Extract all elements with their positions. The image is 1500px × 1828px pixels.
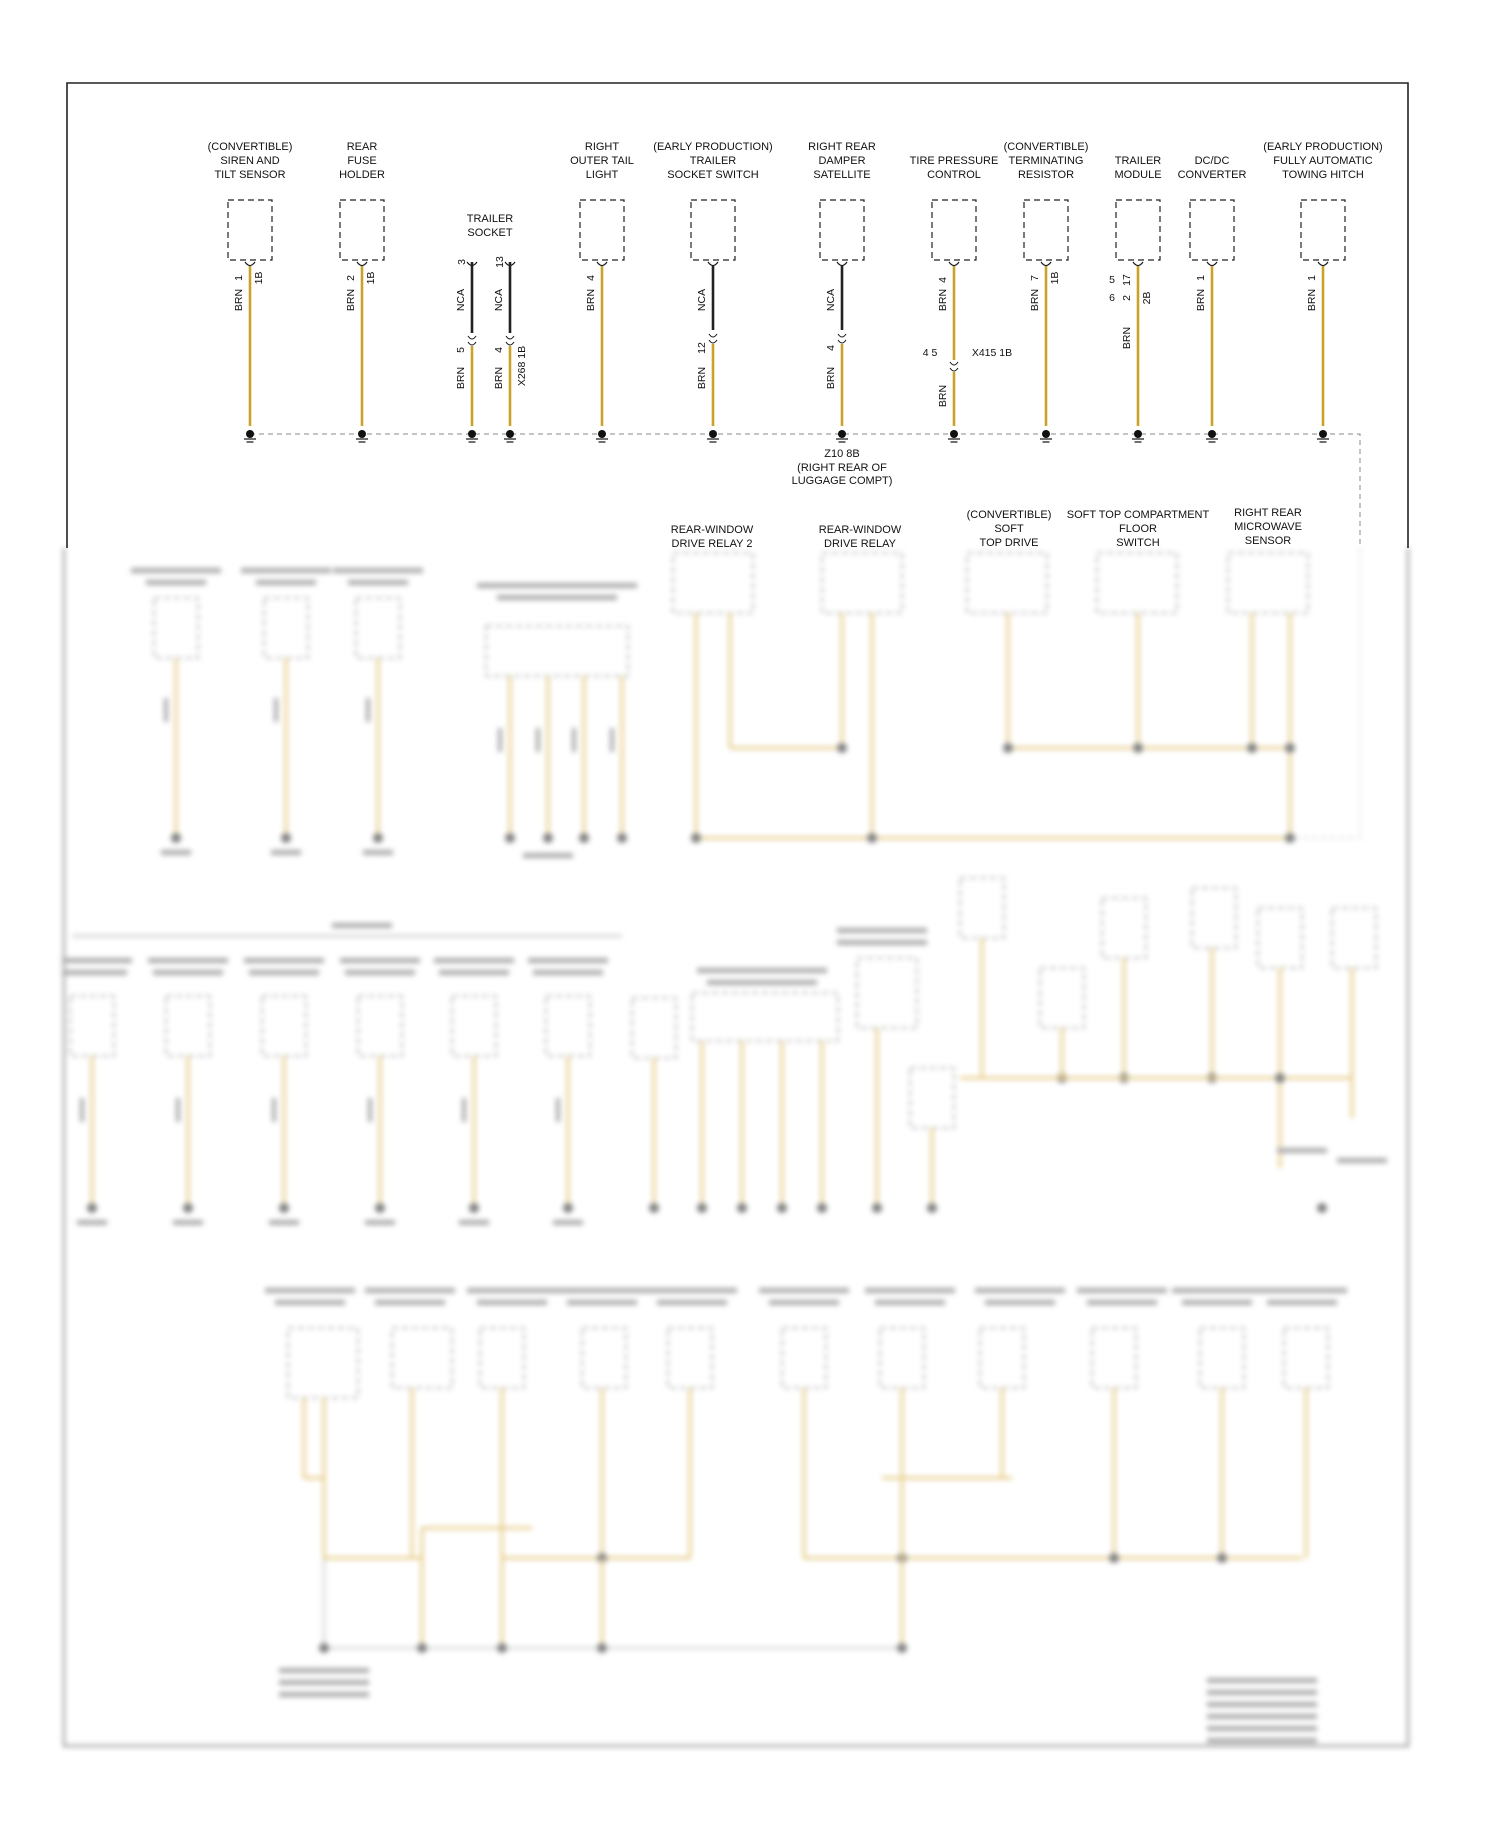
blurred-text	[241, 568, 331, 573]
pin-arc	[1133, 262, 1143, 266]
blurred-text	[536, 728, 540, 752]
blurred-text	[345, 970, 415, 975]
component-box	[1116, 200, 1160, 260]
softtop-label-3: TOP DRIVE	[979, 537, 1039, 549]
blurred-text	[348, 580, 408, 585]
blurred-text	[1207, 1702, 1317, 1707]
label-text: 1B	[1049, 271, 1061, 285]
blurred-bus	[1290, 548, 1360, 838]
blurred-box	[692, 993, 838, 1041]
label-text: NCA	[493, 288, 505, 312]
component-box	[691, 200, 735, 260]
label-text: LIGHT	[585, 169, 619, 181]
ground-node	[950, 430, 958, 438]
blurred-text	[1337, 1158, 1387, 1163]
label-text: 1	[1195, 275, 1207, 281]
floorswitch-label-2: FLOOR	[1119, 523, 1157, 535]
blurred-text	[533, 970, 603, 975]
blurred-node	[777, 1203, 787, 1213]
label-text: BRN	[825, 366, 837, 390]
blurred-node	[497, 1643, 507, 1653]
side-pin: 5	[1109, 274, 1115, 286]
label-text: 2B	[1141, 291, 1153, 305]
blurred-box	[1228, 553, 1308, 613]
blurred-box	[1097, 553, 1177, 613]
label-text: OUTER TAIL	[570, 155, 634, 167]
blurred-node	[87, 1203, 97, 1213]
blurred-text	[1257, 1288, 1347, 1293]
pin-arc	[1041, 262, 1051, 266]
blurred-text	[340, 958, 420, 963]
ground-node	[709, 430, 717, 438]
blurred-text	[256, 580, 316, 585]
blurred-node	[617, 833, 627, 843]
lower-component-labels	[671, 507, 1302, 550]
label-text: TRAILER	[689, 155, 737, 167]
blurred-text	[498, 728, 502, 752]
blurred-box	[486, 626, 628, 676]
label-text: 7	[1029, 275, 1041, 281]
blurred-box	[1284, 1328, 1328, 1388]
blurred-text	[1267, 1300, 1337, 1305]
ground-node	[598, 430, 606, 438]
blurred-node	[897, 1643, 907, 1653]
label-text: HOLDER	[339, 169, 385, 181]
label-text: SATELLITE	[813, 169, 871, 181]
blurred-node	[579, 833, 589, 843]
inline-connector	[468, 336, 476, 345]
blurred-text	[1087, 1300, 1157, 1305]
label-text: 2	[345, 275, 357, 281]
blurred-node	[1275, 1073, 1285, 1083]
blurred-box	[960, 878, 1004, 938]
blurred-text	[275, 1300, 345, 1305]
blurred-text	[523, 853, 573, 858]
blurred-text	[1207, 1678, 1317, 1683]
blurred-text	[769, 1300, 839, 1305]
label-text: TERMINATING	[1008, 155, 1084, 167]
label-text: NCA	[455, 288, 467, 312]
blurred-text	[161, 850, 191, 855]
blurred-box	[358, 996, 402, 1056]
blurred-text	[77, 1220, 107, 1225]
label-text: 13	[494, 256, 506, 268]
blurred-text	[62, 958, 132, 963]
blurred-text	[279, 1692, 369, 1697]
label-text: X268 1B	[516, 345, 528, 387]
blurred-text	[837, 940, 927, 945]
inline-connector	[950, 362, 958, 371]
blurred-text	[272, 1098, 276, 1122]
blurred-text	[131, 568, 221, 573]
blurred-text	[439, 970, 509, 975]
label-text: DAMPER	[818, 155, 866, 167]
blurred-text	[875, 1300, 945, 1305]
blurred-box	[822, 553, 902, 613]
blurred-text	[80, 1098, 84, 1122]
blurred-box	[452, 996, 496, 1056]
ground-label-3: LUGGAGE COMPT)	[791, 475, 893, 487]
label-text: 1B	[253, 271, 265, 285]
blurred-text	[62, 970, 127, 975]
ground-node	[838, 430, 846, 438]
blurred-text	[1207, 1690, 1317, 1695]
blurred-box	[782, 1328, 826, 1388]
blurred-node	[837, 743, 847, 753]
blurred-node	[737, 1203, 747, 1213]
blurred-text	[365, 1220, 395, 1225]
inline-connector-label: X415 1B	[971, 347, 1013, 359]
blurred-text	[462, 1098, 466, 1122]
label-text: 17	[1121, 274, 1133, 286]
blurred-text	[244, 958, 324, 963]
blurred-node	[649, 1203, 659, 1213]
blurred-text	[697, 968, 827, 973]
blurred-text	[271, 850, 301, 855]
blurred-text	[837, 928, 927, 933]
blurred-box	[1192, 888, 1236, 948]
blurred-node	[1109, 1553, 1119, 1563]
blurred-node	[1247, 743, 1257, 753]
blurred-text	[279, 1668, 369, 1673]
component-box	[1190, 200, 1234, 260]
ground-node	[358, 430, 366, 438]
blurred-text	[1207, 1726, 1317, 1731]
blurred-text	[363, 850, 393, 855]
label-text: DC/DC	[1194, 155, 1230, 167]
blurred-text	[572, 728, 576, 752]
label-text: 4	[937, 277, 949, 283]
blurred-text	[707, 980, 817, 985]
blurred-box	[166, 996, 210, 1056]
ground-node	[1042, 430, 1050, 438]
component-box	[580, 200, 624, 260]
blurred-text	[459, 1220, 489, 1225]
pin-arc	[357, 262, 367, 266]
upper-components	[208, 141, 1383, 442]
blurred-text	[265, 1288, 355, 1293]
blurred-node	[1317, 1203, 1327, 1213]
blurred-node	[469, 1203, 479, 1213]
ground-label-1: Z10 8B	[824, 448, 860, 460]
blurred-text	[985, 1300, 1055, 1305]
label-text: RIGHT	[584, 141, 620, 153]
label-text: BRN	[696, 366, 708, 390]
blurred-box	[582, 1328, 626, 1388]
label-text: BRN	[1121, 326, 1133, 350]
component-box	[340, 200, 384, 260]
label-text: 4	[825, 345, 837, 351]
label-text: TOWING HITCH	[1282, 169, 1364, 181]
blurred-text	[269, 1220, 299, 1225]
component-box	[228, 200, 272, 260]
blurred-box	[1092, 1328, 1136, 1388]
blurred-node	[691, 833, 701, 843]
diagram-code	[76, 1725, 79, 1735]
floorswitch-label-1: SOFT TOP COMPARTMENT	[1066, 509, 1210, 521]
label-text: (EARLY PRODUCTION)	[1263, 141, 1383, 153]
blurred-node	[543, 833, 553, 843]
blurred-node	[867, 833, 877, 843]
blurred-text	[557, 1288, 647, 1293]
blurred-box	[980, 1328, 1024, 1388]
side-pin: 6	[1109, 292, 1115, 304]
relay2-label-2: DRIVE RELAY 2	[671, 538, 753, 550]
label-text: FUSE	[347, 155, 377, 167]
label-text: MODULE	[1114, 169, 1162, 181]
label-text: (CONVERTIBLE)	[207, 141, 293, 153]
blurred-text	[556, 1098, 560, 1122]
label-text: FULLY AUTOMATIC	[1273, 155, 1373, 167]
blurred-text	[553, 1220, 583, 1225]
label-text: SOCKET SWITCH	[667, 169, 759, 181]
ground-bus	[250, 434, 1360, 548]
label-text: BRN	[455, 366, 467, 390]
blurred-box	[857, 958, 917, 1028]
label-text: 2	[1121, 295, 1133, 301]
blurred-box	[967, 553, 1047, 613]
blurred-node	[872, 1203, 882, 1213]
pin-arc	[837, 262, 847, 266]
pin-arc	[949, 262, 959, 266]
inline-connector	[838, 334, 846, 343]
label-text: BRN	[937, 288, 949, 312]
component-box	[820, 200, 864, 260]
ground-node	[468, 430, 476, 438]
spacer	[455, 243, 527, 244]
label-text: 4	[585, 275, 597, 281]
blurred-box	[632, 998, 676, 1058]
blurred-text	[759, 1288, 849, 1293]
blurred-box	[392, 1328, 452, 1388]
blurred-box	[1040, 968, 1084, 1028]
blurred-box	[1200, 1328, 1244, 1388]
label-text: 5	[455, 347, 467, 353]
blurred-box	[546, 996, 590, 1056]
component-box	[1301, 200, 1345, 260]
blurred-text	[146, 580, 206, 585]
blurred-text	[274, 698, 278, 722]
label-text: BRN	[233, 288, 245, 312]
blurred-box	[264, 598, 308, 658]
label-text: BRN	[493, 366, 505, 390]
blurred-text	[164, 698, 168, 722]
blurred-box	[668, 1328, 712, 1388]
blurred-text	[368, 1098, 372, 1122]
inline-pins: 4 5	[922, 347, 938, 359]
label-text: BRN	[937, 384, 949, 408]
blurred-node	[319, 1643, 329, 1653]
blurred-lower-diagram	[62, 548, 1416, 1748]
blurred-box	[910, 1068, 954, 1128]
blurred-box	[1102, 898, 1146, 958]
label-text: SOCKET	[467, 227, 513, 239]
blurred-text	[332, 923, 392, 928]
label-text: NCA	[825, 288, 837, 312]
blurred-text	[1207, 1714, 1317, 1719]
blurred-text	[249, 970, 319, 975]
blurred-box	[673, 553, 753, 613]
label-text: CONVERTER	[1177, 169, 1247, 181]
label-text: SIREN AND	[220, 155, 280, 167]
relay2-label-1: REAR-WINDOW	[670, 524, 754, 536]
blurred-text	[1277, 1148, 1327, 1153]
ground-label-2: (RIGHT REAR OF	[797, 462, 887, 474]
blurred-box	[1258, 908, 1302, 968]
blurred-text	[366, 698, 370, 722]
blurred-node	[171, 833, 181, 843]
floorswitch-label-3: SWITCH	[1116, 537, 1160, 549]
blurred-text	[467, 1288, 557, 1293]
label-text: 12	[696, 342, 708, 354]
blurred-node	[1285, 743, 1295, 753]
softtop-label-1: (CONVERTIBLE)	[966, 509, 1052, 521]
blurred-node	[697, 1203, 707, 1213]
ground-node	[1208, 430, 1216, 438]
blurred-text	[567, 1300, 637, 1305]
component-box	[932, 200, 976, 260]
pin-arc	[708, 262, 718, 266]
label-text: TRAILER	[466, 213, 514, 225]
blurred-text	[497, 595, 617, 600]
microwave-label-2: MICROWAVE	[1234, 521, 1302, 533]
label-text: BRN	[1306, 288, 1318, 312]
label-text: 1	[233, 275, 245, 281]
blurred-node	[563, 1203, 573, 1213]
label-text: 3	[456, 259, 468, 265]
blurred-text	[1182, 1300, 1252, 1305]
ground-node	[506, 430, 514, 438]
blurred-node	[1285, 833, 1295, 843]
blurred-node	[1217, 1553, 1227, 1563]
blurred-text	[477, 1300, 547, 1305]
label-text: RESISTOR	[1017, 169, 1075, 181]
blurred-box	[288, 1328, 358, 1398]
blurred-text	[528, 958, 608, 963]
blurred-text	[153, 970, 223, 975]
blurred-text	[1077, 1288, 1167, 1293]
label-text: (CONVERTIBLE)	[1003, 141, 1089, 153]
label-text: CONTROL	[927, 169, 981, 181]
blurred-text	[865, 1288, 955, 1293]
blurred-node	[927, 1203, 937, 1213]
blurred-text	[279, 1680, 369, 1685]
inline-connector	[709, 334, 717, 343]
pin-arc	[1207, 262, 1217, 266]
pin-arc	[1318, 262, 1328, 266]
blurred-text	[657, 1300, 727, 1305]
blurred-text	[173, 1220, 203, 1225]
inline-connector	[506, 336, 514, 345]
blurred-node	[279, 1203, 289, 1213]
component-box	[1024, 200, 1068, 260]
blurred-node	[183, 1203, 193, 1213]
blurred-node	[817, 1203, 827, 1213]
blurred-node	[597, 1643, 607, 1653]
label-text: BRN	[585, 288, 597, 312]
ground-node	[246, 430, 254, 438]
blurred-text	[1172, 1288, 1262, 1293]
relay-label-1: REAR-WINDOW	[818, 524, 902, 536]
blurred-node	[281, 833, 291, 843]
blurred-text	[333, 568, 423, 573]
blurred-node	[1003, 743, 1013, 753]
blurred-text	[176, 1098, 180, 1122]
blurred-node	[1133, 743, 1143, 753]
label-text: TIRE PRESSURE	[909, 155, 999, 167]
blurred-text	[1207, 1738, 1317, 1743]
label-text: BRN	[345, 288, 357, 312]
blurred-text	[434, 958, 514, 963]
blurred-text	[375, 1300, 445, 1305]
blurred-box	[70, 996, 114, 1056]
blurred-text	[365, 1288, 455, 1293]
microwave-label-1: RIGHT REAR	[1234, 507, 1302, 519]
blurred-text	[647, 1288, 737, 1293]
relay-label-2: DRIVE RELAY	[824, 538, 896, 550]
blurred-box	[480, 1328, 524, 1388]
label-text: 4	[493, 347, 505, 353]
label-text: BRN	[1029, 288, 1041, 312]
label-text: BRN	[1195, 288, 1207, 312]
pin-arc	[597, 262, 607, 266]
blurred-box	[356, 598, 400, 658]
blurred-text	[975, 1288, 1065, 1293]
blurred-box	[880, 1328, 924, 1388]
label-text: TILT SENSOR	[214, 169, 286, 181]
ground-node	[1319, 430, 1327, 438]
blurred-box	[262, 996, 306, 1056]
blurred-node	[375, 1203, 385, 1213]
blurred-box	[154, 598, 198, 658]
blurred-box	[1332, 908, 1376, 968]
blurred-node	[505, 833, 515, 843]
label-text: NCA	[696, 288, 708, 312]
label-text: 1B	[365, 271, 377, 285]
blurred-text	[610, 728, 614, 752]
blurred-text	[477, 583, 637, 588]
pin-arc	[245, 262, 255, 266]
label-text: TRAILER	[1114, 155, 1162, 167]
softtop-label-2: SOFT	[994, 523, 1024, 535]
microwave-label-3: SENSOR	[1244, 535, 1292, 547]
blurred-node	[417, 1643, 427, 1653]
label-text: REAR	[346, 141, 378, 153]
label-text: (EARLY PRODUCTION)	[653, 141, 773, 153]
blurred-text	[148, 958, 228, 963]
label-text: RIGHT REAR	[808, 141, 876, 153]
label-text: 1	[1306, 275, 1318, 281]
ground-node	[1134, 430, 1142, 438]
blurred-node	[373, 833, 383, 843]
